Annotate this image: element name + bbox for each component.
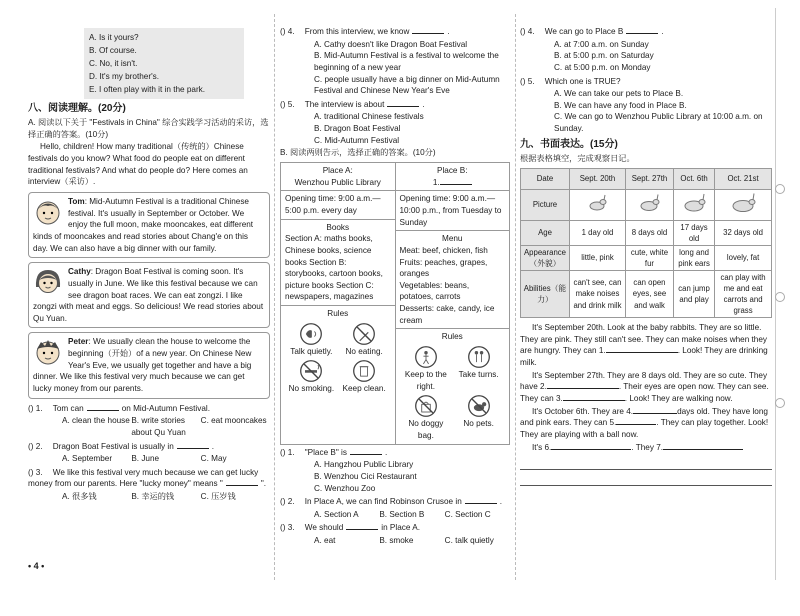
answer-blank-3[interactable] xyxy=(563,400,625,401)
table-cell: can jump and play xyxy=(673,270,714,317)
diary-text: It's October 6th. They are 4. xyxy=(532,406,634,416)
table-header-cell: Sept. 20th xyxy=(570,168,626,189)
answer-bracket[interactable]: ( xyxy=(280,99,283,109)
part-b-instructions: B. 阅读两则告示，选择正确的答案。(10分) xyxy=(280,148,436,158)
option-box xyxy=(84,28,244,99)
no-smoking-sign-icon xyxy=(299,359,323,383)
answer-bracket[interactable]: ( xyxy=(280,523,283,533)
girl-avatar-icon xyxy=(33,267,63,297)
part-a-instructions: A. 阅读以下关于 "Festivals in China" 综合实践学习活动的采访，选择正确的答案。(10分) xyxy=(28,118,269,139)
option[interactable]: A. Hangzhou Public Library xyxy=(314,460,414,470)
option[interactable]: C. Mid-Autumn Festival xyxy=(314,135,400,145)
answer-blank-4[interactable] xyxy=(633,413,677,414)
section-9-title: 九、书面表达。(15分) xyxy=(520,138,618,150)
options xyxy=(28,415,270,438)
column-middle xyxy=(280,24,510,612)
answer-blank[interactable] xyxy=(350,454,382,455)
rule-label: No eating. xyxy=(345,346,383,356)
option[interactable]: C. May xyxy=(200,454,227,464)
rule-label: Take turns. xyxy=(458,370,499,380)
question-text: ". xyxy=(260,479,267,489)
answer-blank[interactable] xyxy=(465,503,497,504)
place-a-books xyxy=(281,219,395,305)
option-box-item: D. It's my brother's. xyxy=(89,72,160,81)
option[interactable]: B. at 5:00 p.m. on Saturday xyxy=(554,51,654,61)
question-number: ) 2. xyxy=(30,441,43,451)
story-text: : We usually clean the house to welcome the beginning（开始）of a new year. On Chinese New Year's Eve, we usually get together and have a big dinner. We like this festival very much because we can get lucky money from our parents. xyxy=(33,337,252,393)
story-cathy xyxy=(28,262,270,328)
answer-bracket[interactable]: ( xyxy=(28,467,31,477)
no-pets-sign-icon xyxy=(467,394,491,418)
diary-paragraph xyxy=(520,322,772,369)
diary-paragraph xyxy=(520,442,772,454)
story-peter xyxy=(28,332,270,398)
question-text: We like this festival very much because we can get lucky money from our parents. Here "lucky money" means " xyxy=(28,467,259,489)
books-text: Section A: maths books, Chinese books, science books Section B: storybooks, cartoon books, picture books Section C: newspapers, magazines xyxy=(285,234,383,302)
rule-label: No smoking. xyxy=(288,384,335,394)
menu-item: Desserts: cake, candy, ice cream xyxy=(399,304,495,325)
answer-blank-1[interactable] xyxy=(606,352,678,353)
question-text: Tom can xyxy=(52,403,84,413)
diary-text: days old. They have long and pink ears. They can 5. xyxy=(520,406,768,428)
rules-heading: Rules xyxy=(327,309,349,319)
diary-text: It's September 20th. Look at the baby rabbits. They are so little. They are pink. They still can't see. They can make noises when they are hungry. They can 1. xyxy=(520,323,768,356)
answer-blank[interactable] xyxy=(177,448,209,449)
table-cell: lovely, fat xyxy=(715,245,772,270)
keep-clean-sign-icon xyxy=(352,359,376,383)
table-cell: can't see, can make noises and drink milk xyxy=(570,270,626,317)
rabbit-picture-icon xyxy=(679,193,709,213)
options xyxy=(520,39,772,74)
diary-text: It's 6. xyxy=(532,442,552,452)
question xyxy=(280,496,510,508)
question xyxy=(520,26,772,38)
answer-blank[interactable] xyxy=(626,33,658,34)
binding-hole xyxy=(775,292,785,302)
notice-table xyxy=(280,162,510,445)
option[interactable]: A. clean the house xyxy=(62,416,130,426)
diary-paragraph xyxy=(520,406,772,441)
place-a-time: Opening time: 9:00 a.m.—5:00 p.m. every day xyxy=(281,190,395,218)
question-number: ) 5. xyxy=(522,76,535,86)
menu-heading: Menu xyxy=(442,234,463,244)
question-text: . xyxy=(447,27,450,36)
place-b-rules xyxy=(396,328,510,443)
option-box-item: C. No, it isn't. xyxy=(89,59,138,68)
table-header-cell: Oct. 6th xyxy=(673,168,714,189)
answer-bracket[interactable]: ( xyxy=(280,27,283,36)
question-text: . xyxy=(422,99,425,109)
options xyxy=(520,88,772,135)
answer-bracket[interactable]: ( xyxy=(28,403,31,413)
place-a-rules xyxy=(281,305,395,397)
diary-text: . They 7. xyxy=(631,442,664,452)
option-box-item: E. I often play with it in the park. xyxy=(89,85,206,94)
story-text: : Mid-Autumn Festival is a traditional Chinese festival. It's usually in September or October. We enjoy the full moon, make mooncakes, eat different kinds of mooncakes and read stories about Chang'e on this day. We can also have a big dinner with our family. xyxy=(33,197,254,253)
page-number: • 4 • xyxy=(28,561,45,571)
question xyxy=(28,467,270,490)
question-number: ) 3. xyxy=(30,467,43,477)
question-text: . xyxy=(661,27,664,36)
row-label: Age xyxy=(521,220,570,245)
option[interactable]: C. We can go to Wenzhou Public Library at 10:00 a.m. on Sunday. xyxy=(554,112,763,134)
menu-item: Vegetables: beans, potatoes, carrots xyxy=(399,280,470,302)
answer-blank-5[interactable] xyxy=(616,424,656,425)
rule-item xyxy=(338,359,391,395)
option[interactable]: C. talk quietly xyxy=(444,536,494,546)
rule-label: Talk quietly. xyxy=(290,346,333,356)
diary-paragraph xyxy=(520,370,772,405)
table-header-row xyxy=(521,168,772,189)
boy-avatar-icon xyxy=(33,197,63,227)
answer-blank[interactable] xyxy=(226,485,258,486)
column-divider xyxy=(274,14,275,580)
diary-text: . Look! They are walking now. xyxy=(624,393,733,403)
question xyxy=(28,403,270,415)
option[interactable]: C. eat mooncakes xyxy=(200,416,267,426)
section-9-instructions: 根据表格填空，完成观察日记。 xyxy=(520,153,635,163)
boy-avatar-icon xyxy=(33,337,63,367)
question-text: From this interview, we know xyxy=(304,27,410,36)
option[interactable]: B. write stories about Qu Yuan xyxy=(131,416,186,437)
place-b-name: 1. xyxy=(432,177,440,187)
questions-a-4-5 xyxy=(280,26,510,146)
option[interactable]: C. at 5:00 p.m. on Monday xyxy=(554,62,651,72)
column-right xyxy=(520,24,772,612)
question xyxy=(280,26,510,38)
rule-item xyxy=(452,394,505,441)
option-box-item: B. Of course. xyxy=(89,46,137,55)
menu-item: Meat: beef, chicken, fish xyxy=(399,245,488,255)
options xyxy=(280,459,510,494)
question xyxy=(280,447,510,459)
books-heading: Books xyxy=(326,222,350,232)
question-text: "Place B" is xyxy=(304,447,347,457)
place-b-title: Place B: xyxy=(437,166,468,176)
place-a-notice xyxy=(281,163,395,444)
options xyxy=(28,491,270,503)
answer-blank-2[interactable] xyxy=(547,388,619,389)
question-text: . xyxy=(499,497,503,507)
table-cell: 1 day old xyxy=(570,220,626,245)
question xyxy=(520,76,772,88)
option[interactable]: B. We can have any food in Place B. xyxy=(554,100,687,110)
answer-bracket[interactable]: ( xyxy=(28,441,31,451)
keep-right-sign-icon xyxy=(414,345,438,369)
option[interactable]: A. Cathy doesn't like Dragon Boat Festival xyxy=(314,39,468,49)
table-cell xyxy=(570,189,626,220)
table-row xyxy=(521,245,772,270)
diary-text: . Look! They are drinking milk. xyxy=(520,346,768,368)
binding-hole xyxy=(775,184,785,194)
option[interactable]: B. 幸运的钱 xyxy=(131,492,175,502)
column-divider xyxy=(515,14,516,580)
question-number: ) 3. xyxy=(282,523,295,533)
rule-item xyxy=(400,394,453,441)
option[interactable]: A. September xyxy=(62,454,113,464)
answer-bracket[interactable]: ( xyxy=(280,447,283,457)
question-text: in Place A. xyxy=(381,523,420,533)
option[interactable]: B. Section B xyxy=(379,509,425,519)
option[interactable]: C. people usually have a big dinner on Mid-Autumn Festival and Chinese New Year's Eve xyxy=(314,74,500,96)
table-cell: cute, white fur xyxy=(625,245,673,270)
no-eating-sign-icon xyxy=(352,322,376,346)
diary-text: . Their eyes are open now. They can see. They can 3. xyxy=(520,382,769,403)
option[interactable]: B. Dragon Boat Festival xyxy=(314,124,401,134)
answer-blank[interactable] xyxy=(387,106,419,107)
speaker-name: Peter xyxy=(68,337,89,347)
row-label: Appearance（外貌） xyxy=(521,245,570,270)
option[interactable]: B. smoke xyxy=(379,536,414,546)
option[interactable]: A. eat xyxy=(314,536,336,546)
options xyxy=(280,39,510,97)
place-b-header xyxy=(396,163,510,190)
place-a-title: Place A: xyxy=(322,166,353,176)
story-text: : Dragon Boat Festival is coming soon. It's usually in June. We like this festival because we can see dragon boat races. We can eat zongzi. I like zongzi with meat and eggs. So delicious! We read stories about Qu Yuan. xyxy=(33,267,264,323)
diary-text: It's September 27th. They are 8 days old. They are so cute. They have 2. xyxy=(520,370,768,392)
answer-blank[interactable] xyxy=(412,33,444,34)
question xyxy=(280,522,510,534)
rules-heading: Rules xyxy=(441,332,463,342)
place-b-time: Opening time: 9:00 a.m.—10:00 p.m., from Tuesday to Sunday xyxy=(396,190,510,230)
option[interactable]: A. 很多钱 xyxy=(62,492,97,502)
question-text: The interview is about xyxy=(304,99,385,109)
rule-item xyxy=(400,345,453,392)
answer-bracket[interactable]: ( xyxy=(280,497,283,507)
question-text: on Mid-Autumn Festival. xyxy=(121,403,210,413)
place-b-menu xyxy=(396,230,510,328)
place-a-name: Wenzhou Public Library xyxy=(294,177,381,187)
option[interactable]: A. Section A xyxy=(314,509,359,519)
questions-b-1-3 xyxy=(280,447,510,547)
table-cell: long and pink ears xyxy=(673,245,714,270)
rule-item xyxy=(285,359,338,395)
option[interactable]: C. Wenzhou Zoo xyxy=(314,483,376,493)
speaker-name: Tom xyxy=(68,197,85,207)
place-b-notice xyxy=(395,163,510,444)
place-a-header xyxy=(281,163,395,190)
options xyxy=(280,535,510,547)
no-doggy-bag-sign-icon xyxy=(414,394,438,418)
speaker-name: Cathy xyxy=(68,267,91,277)
question-number: ) 4. xyxy=(522,27,535,36)
rule-item xyxy=(452,345,505,392)
option[interactable]: C. Section C xyxy=(444,509,491,519)
table-cell: 32 days old xyxy=(715,220,772,245)
section-8-title: 八、阅读理解。(20分) xyxy=(28,103,126,114)
option[interactable]: A. We can take our pets to Place B. xyxy=(554,89,684,99)
question-text: We should xyxy=(304,523,344,533)
rabbit-picture-icon xyxy=(634,193,664,213)
table-cell: 17 days old xyxy=(673,220,714,245)
story-tom xyxy=(28,192,270,258)
rule-label: No doggy bag. xyxy=(408,419,444,440)
options xyxy=(280,509,510,521)
answer-blank-7[interactable] xyxy=(663,449,743,450)
table-cell: can open eyes, see and walk xyxy=(625,270,673,317)
row-label: Abilities（能力） xyxy=(521,270,570,317)
question xyxy=(28,441,270,453)
table-cell xyxy=(673,189,714,220)
question-number: ) 1. xyxy=(30,403,43,413)
rabbit-picture-icon xyxy=(728,193,758,213)
table-cell: 8 days old xyxy=(625,220,673,245)
answer-blank[interactable] xyxy=(440,184,472,185)
rule-label: Keep clean. xyxy=(342,384,386,394)
column-left xyxy=(28,28,270,616)
quiet-sign-icon xyxy=(299,322,323,346)
rule-label: No pets. xyxy=(463,419,494,429)
answer-bracket[interactable]: ( xyxy=(520,76,523,86)
answer-blank[interactable] xyxy=(87,410,119,411)
question-number: ) 4. xyxy=(282,27,295,36)
table-header-cell: Sept. 27th xyxy=(625,168,673,189)
table-row xyxy=(521,189,772,220)
table-row xyxy=(521,270,772,317)
option[interactable]: B. June xyxy=(131,454,160,464)
diary-text: . They can play together. Look! They are playing with a ball now. xyxy=(520,418,769,439)
option[interactable]: A. at 7:00 a.m. on Sunday xyxy=(554,39,649,49)
take-turns-sign-icon xyxy=(467,345,491,369)
question-number: ) 1. xyxy=(282,447,295,457)
table-cell xyxy=(625,189,673,220)
options xyxy=(28,453,270,465)
answer-blank-6[interactable] xyxy=(551,449,631,450)
question-text: Which one is TRUE? xyxy=(544,76,621,86)
question-text: . xyxy=(211,441,215,451)
option[interactable]: B. Mid-Autumn Festival is a festival to welcome the beginning of a new year xyxy=(314,51,499,72)
option[interactable]: B. Wenzhou Cici Restaurant xyxy=(314,471,417,481)
table-cell: can play with me and eat carrots and grass xyxy=(715,270,772,317)
options xyxy=(280,111,510,146)
rule-label: Keep to the right. xyxy=(404,370,447,391)
answer-bracket[interactable]: ( xyxy=(520,27,523,36)
option[interactable]: C. 压岁钱 xyxy=(200,492,236,502)
question-number: ) 2. xyxy=(282,497,295,507)
menu-item: Fruits: peaches, grapes, oranges xyxy=(399,257,488,279)
question-text: In Place A, we can find Robinson Crusoe in xyxy=(304,497,462,507)
questions-a-1-3 xyxy=(28,403,270,503)
table-cell: little, pink xyxy=(570,245,626,270)
table-header-cell: Date xyxy=(521,168,570,189)
rule-item xyxy=(285,322,338,358)
rule-item xyxy=(338,322,391,358)
table-header-cell: Oct. 21st xyxy=(715,168,772,189)
option[interactable]: A. traditional Chinese festivals xyxy=(314,112,424,122)
question-text: . xyxy=(384,447,388,457)
question-number: ) 5. xyxy=(282,99,295,109)
question xyxy=(280,99,510,111)
rabbit-growth-table xyxy=(520,168,772,319)
answer-blank[interactable] xyxy=(346,529,378,530)
table-cell xyxy=(715,189,772,220)
question-text: We can go to Place B xyxy=(544,27,624,36)
writing-line[interactable] xyxy=(520,470,772,486)
questions-b-4-5 xyxy=(520,26,772,135)
question-text: Dragon Boat Festival is usually in xyxy=(52,441,174,451)
binding-hole xyxy=(775,398,785,408)
option-box-item: A. Is it yours? xyxy=(89,33,139,42)
rabbit-picture-icon xyxy=(582,193,612,213)
intro-paragraph: Hello, children! How many traditional（传统的）Chinese festivals do you know? What food do people eat on different traditional festivals? And what do people do? Here comes an interview（采访）. xyxy=(28,142,248,187)
table-row xyxy=(521,220,772,245)
writing-line[interactable] xyxy=(520,454,772,470)
row-label: Picture xyxy=(521,189,570,220)
